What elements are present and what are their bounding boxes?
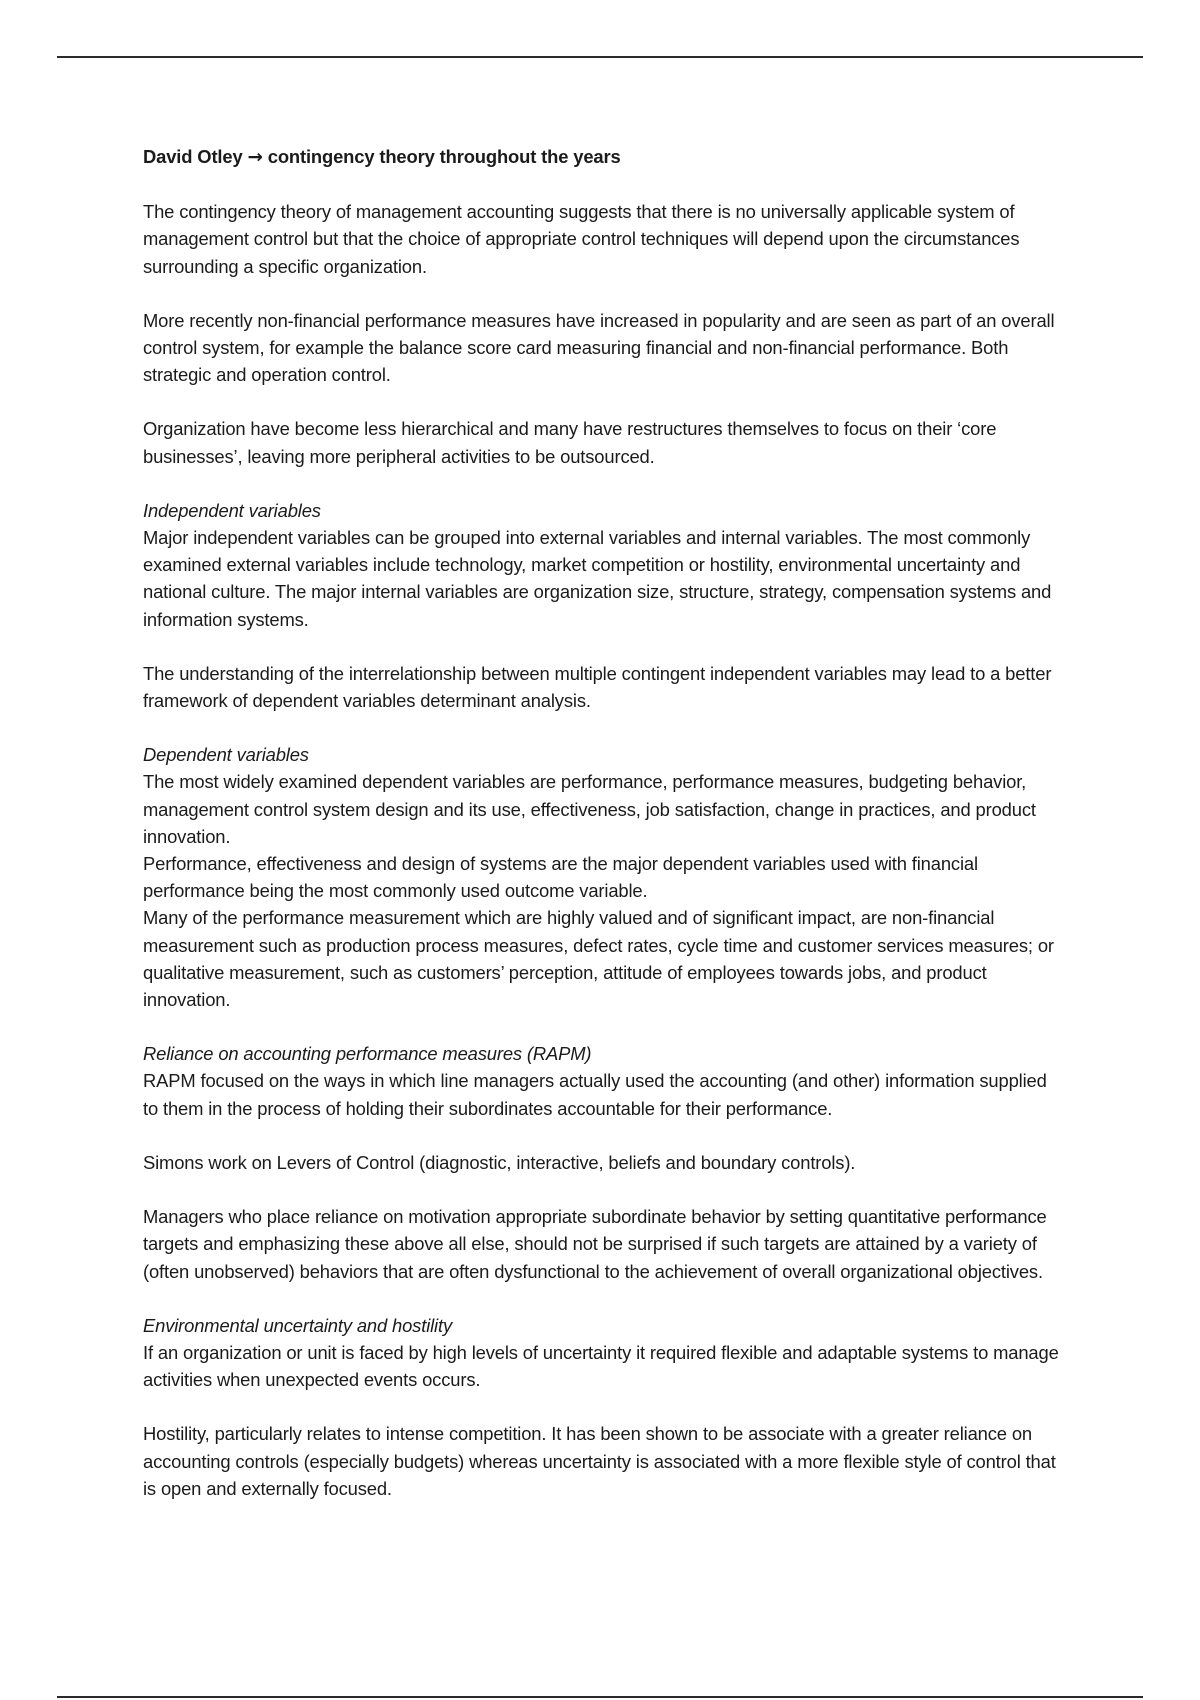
header-rule	[57, 56, 1143, 58]
document-body	[143, 143, 1063, 1529]
paragraph-rapm-body: RAPM focused on the ways in which line managers actually used the accounting (and other) information supplied to them in the process of holding their subordinates accountable for their performance.	[143, 1070, 1047, 1119]
paragraph-hostility: Hostility, particularly relates to intense competition. It has been shown to be associate with a greater reliance on accounting controls (especially budgets) whereas uncertainty is associated with a more flexible style of control that is open and externally focused.	[143, 1423, 1056, 1499]
heading-independent-variables: Independent variables	[143, 499, 321, 521]
footer-rule	[57, 1696, 1143, 1698]
paragraph-dependent-body-1: The most widely examined dependent variables are performance, performance measures, budgeting behavior, management control system design and its use, effectiveness, job satisfaction, change in practices, and product innovation.	[143, 771, 1036, 847]
section-independent-variables	[143, 497, 1063, 633]
paragraph-simons: Simons work on Levers of Control (diagnostic, interactive, beliefs and boundary controls).	[143, 1151, 856, 1173]
paragraph-nonfinancial: More recently non-financial performance measures have increased in popularity and are seen as part of an overall control system, for example the balance score card measuring financial and non-financial performance. Both strategic and operation control.	[143, 309, 1055, 386]
arrow-right-icon: →	[247, 147, 263, 168]
heading-environmental-uncertainty: Environmental uncertainty and hostility	[143, 1314, 453, 1336]
paragraph-environment-body: If an organization or unit is faced by high levels of uncertainty it required flexible and adaptable systems to manage activities when unexpected events occurs.	[143, 1341, 1059, 1391]
title-topic: contingency theory throughout the years	[267, 146, 621, 167]
heading-dependent-variables: Dependent variables	[143, 744, 309, 766]
heading-rapm: Reliance on accounting performance measures (RAPM)	[143, 1043, 592, 1065]
paragraph-hierarchy: Organization have become less hierarchical and many have restructures themselves to focus on their ‘core businesses’, leaving more peripheral activities to be outsourced.	[143, 418, 997, 467]
paragraph-interrelationship: The understanding of the interrelationship between multiple contingent independent variables may lead to a better framework of dependent variables determinant analysis.	[143, 662, 1052, 712]
paragraph-dependent-body-3: Many of the performance measurement which are highly valued and of significant impact, are non-financial measurement such as production process measures, defect rates, cycle time and customer services measures; or qualitative measurement, such as customers’ perception, attitude of employees towards jobs, and product innovation.	[143, 907, 1054, 1011]
paragraph-independent-body: Major independent variables can be grouped into external variables and internal variables. The most commonly examined external variables include technology, market competition or hostility, environmental uncertainty and national culture. The major internal variables are organization size, structure, strategy, compensation systems and information systems.	[143, 527, 1052, 630]
section-rapm	[143, 1040, 1063, 1122]
paragraph-intro: The contingency theory of management accounting suggests that there is no universally applicable system of management control but that the choice of appropriate control techniques will depend upon the circumstances surrounding a specific organization.	[143, 201, 1020, 277]
section-environmental-uncertainty	[143, 1312, 1063, 1394]
document-title	[143, 143, 1063, 171]
paragraph-dependent-body-2: Performance, effectiveness and design of systems are the major dependent variables used with financial performance being the most commonly used outcome variable.	[143, 853, 978, 902]
paragraph-managers: Managers who place reliance on motivation appropriate subordinate behavior by setting quantitative performance targets and emphasizing these above all else, should not be surprised if such targets are attained by a variety of (often unobserved) behaviors that are often dysfunctional to the achievement of overall organizational objectives.	[143, 1206, 1047, 1282]
section-dependent-variables	[143, 741, 1063, 1013]
title-author: David Otley	[143, 146, 243, 167]
